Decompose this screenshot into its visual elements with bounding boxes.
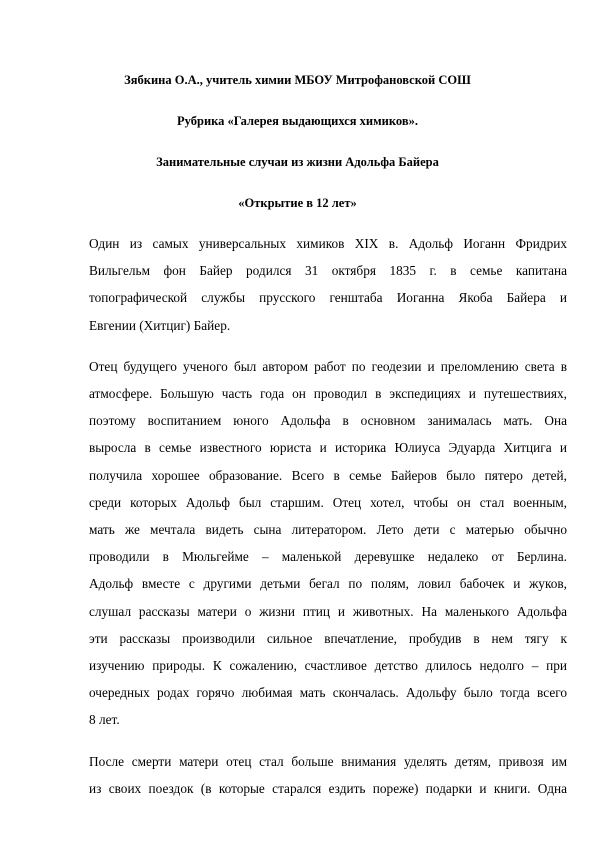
text-line: слушал рассказы матери о жизни птиц и животных. На маленького Адольфа [89, 603, 567, 619]
text-line: проводили в Мюльгейме – маленькой деревушке недалеко от Берлина. [89, 549, 567, 565]
author-line: Зябкина О.А., учитель химии МБОУ Митрофановской СОШ [124, 73, 471, 87]
text-line: очередных родах горячо любимая мать скончалась. Адольфу было тогда всего [89, 685, 567, 701]
text-line: 8 лет. [89, 712, 120, 728]
text-line: поэтому воспитанием юного Адольфа в основном занималась мать. Она [89, 413, 567, 429]
text-line: Отец будущего ученого был автором работ по геодезии и преломлению света в [89, 358, 567, 374]
text-line: Адольф вместе с другими детьми бегал по полям, ловил бабочек и жуков, [89, 576, 567, 592]
article-subtitle: «Открытие в 12 лет» [238, 196, 357, 210]
text-line: изучению природы. К сожалению, счастливое детство длилось недолго – при [89, 658, 567, 674]
text-line: Один из самых универсальных химиков XIX в. Адольф Иоганн Фридрих [89, 236, 567, 251]
text-line: получила хорошее образование. Всего в семье Байеров было пятеро детей, [89, 467, 567, 483]
paragraph [89, 230, 567, 339]
text-line: После смерти матери отец стал больше внимания уделять детям, привозя им [89, 753, 567, 769]
article-title: Занимательные случаи из жизни Адольфа Байера [156, 155, 439, 169]
rubric-line: Рубрика «Галерея выдающихся химиков». [177, 114, 418, 128]
text-line: мать же мечтала видеть сына литератором. Лето дети с матерью обычно [89, 522, 567, 538]
text-line: выросла в семье известного юриста и историка Юлиуса Эдуарда Хитцига и [89, 440, 567, 456]
text-line: топографической службы прусского генштаба Иоганна Якоба Байера и [89, 290, 567, 306]
text-line: эти рассказы производили сильное впечатление, пробудив в нем тягу к [89, 630, 567, 646]
paragraph [89, 353, 567, 734]
text-line: Евгении (Хитциг) Байер. [89, 317, 231, 333]
paragraph [89, 748, 567, 802]
text-line: из своих поездок (в которые старался ездить пореже) подарки и книги. Одна [89, 780, 567, 796]
text-line: атмосфере. Большую часть года он проводил в экспедициях и путешествиях, [89, 386, 567, 402]
text-line: среди которых Адольф был старшим. Отец хотел, чтобы он стал военным, [89, 494, 567, 510]
text-line: Вильгельм фон Байер родился 31 октября 1835 г. в семье капитана [89, 263, 567, 279]
article-body [89, 230, 567, 802]
